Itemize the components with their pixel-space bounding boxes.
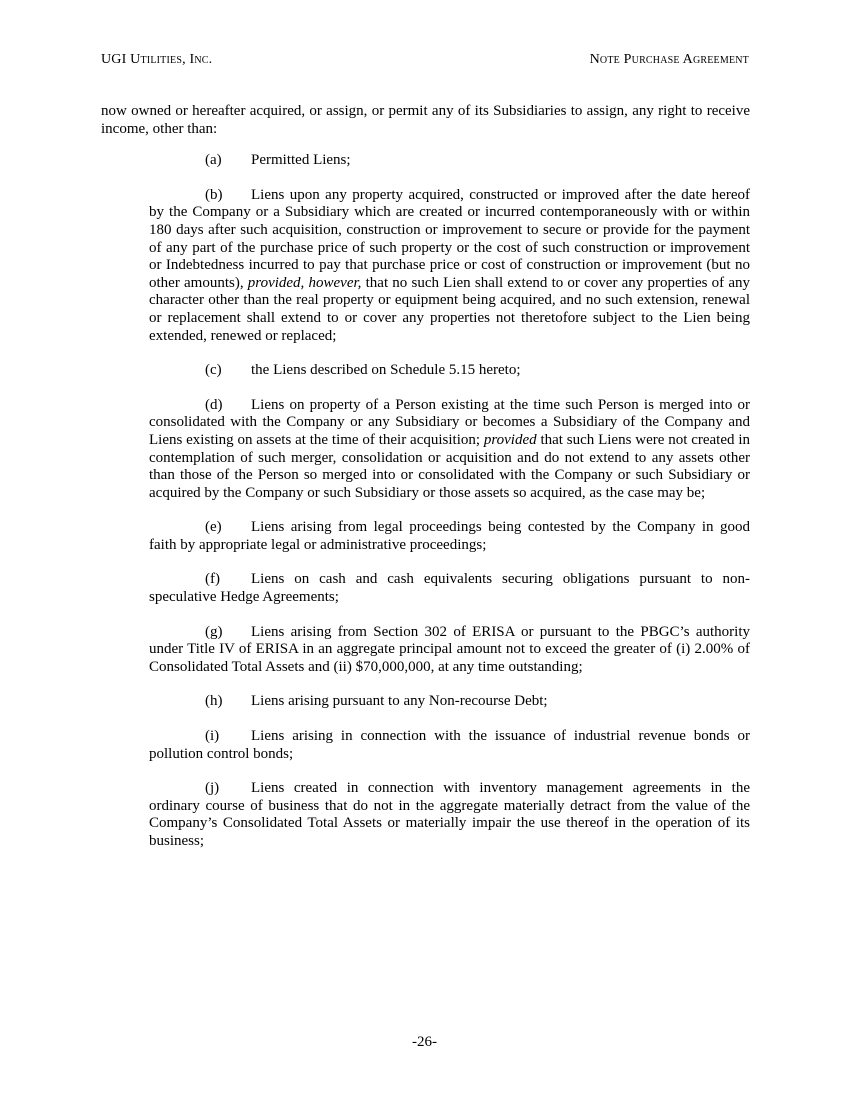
- item-text: Liens created in connection with inventory management agreements in the ordinary course of business that do not in the aggregate materially detract from the value of the Company’s Consolidated Total Assets or materially impair the use thereof in the operation of its business;: [149, 780, 750, 849]
- header-company-name: UGI Utilities, Inc.: [101, 52, 213, 67]
- list-item-i: [149, 728, 750, 763]
- list-item-d: [149, 397, 750, 503]
- item-marker: (c): [205, 362, 222, 379]
- list-item-e: [149, 519, 750, 554]
- item-text: Permitted Liens;: [251, 152, 351, 169]
- header-document-title: Note Purchase Agreement: [589, 52, 749, 67]
- list-item-a: [149, 152, 750, 170]
- list-item-j: [149, 780, 750, 850]
- item-text-after: that no such Lien shall extend to or cover any properties of any character other than the real property or equipment being acquired, and no such extension, renewal or replacement shall extend to or cover any properties not theretofore subject to the Lien being extended, renewed or replaced;: [149, 274, 750, 344]
- item-marker: (e): [205, 519, 222, 536]
- item-text: the Liens described on Schedule 5.15 hereto;: [251, 362, 521, 379]
- item-marker: (g): [205, 623, 223, 640]
- item-emphasis: provided, however,: [247, 274, 362, 291]
- document-body: [101, 103, 750, 868]
- page-header: [101, 52, 749, 68]
- item-marker: (h): [205, 693, 223, 710]
- item-text: Liens arising from Section 302 of ERISA or pursuant to the PBGC’s authority under Title IV of ERISA in an aggregate principal amount not to exceed the greater of (i) 2.00% of Consolidated Total Assets and (ii) $70,000,000, at any time outstanding;: [149, 623, 750, 675]
- item-marker: (a): [205, 152, 222, 169]
- item-text: Liens arising pursuant to any Non-recourse Debt;: [251, 693, 548, 710]
- lead-paragraph: now owned or hereafter acquired, or assign, or permit any of its Subsidiaries to assign, any right to receive income, other than:: [101, 103, 750, 137]
- list-item-c: [149, 362, 750, 380]
- item-emphasis: provided: [483, 431, 537, 448]
- item-marker: (f): [205, 571, 220, 588]
- item-text-before: Liens upon any property acquired, constructed or improved after the date hereof by the Company or a Subsidiary which are created or incurred contemporaneously with or within 180 days after such acquisition, construction or improvement to secure or provide for the payment of any part of the purchase price of such property or the cost of such construction or improvement or Indebtedness incurred to pay that purchase price or cost of construction or improvement (but no other amounts),: [149, 186, 750, 291]
- page-number: -26-: [412, 1034, 437, 1050]
- list-item-f: [149, 571, 750, 606]
- item-marker: (j): [205, 780, 220, 797]
- item-marker: (d): [205, 396, 223, 413]
- item-text: Liens arising from legal proceedings being contested by the Company in good faith by appropriate legal or administrative proceedings;: [149, 519, 750, 553]
- item-text-after: that such Liens were not created in contemplation of such merger, consolidation or acquisition and do not extend to any assets other than those of the Person so merged into or consolidated with the Company or such Subsidiary or acquired by the Company or such Subsidiary or those assets so acquired, as the case may be;: [149, 431, 750, 501]
- list-item-g: [149, 624, 750, 677]
- item-marker: (b): [205, 186, 223, 203]
- item-text-before: Liens on property of a Person existing at the time such Person is merged into or consolidated with the Company or any Subsidiary or becomes a Subsidiary of the Company and Liens existing on assets at the time of their acquisition;: [149, 396, 750, 448]
- item-text: Liens on cash and cash equivalents securing obligations pursuant to non-speculative Hedge Agreements;: [149, 571, 750, 606]
- item-text: Liens arising in connection with the issuance of industrial revenue bonds or pollution control bonds;: [149, 728, 750, 762]
- list-item-b: [149, 187, 750, 345]
- item-marker: (i): [205, 728, 220, 745]
- list-item-h: [149, 693, 750, 711]
